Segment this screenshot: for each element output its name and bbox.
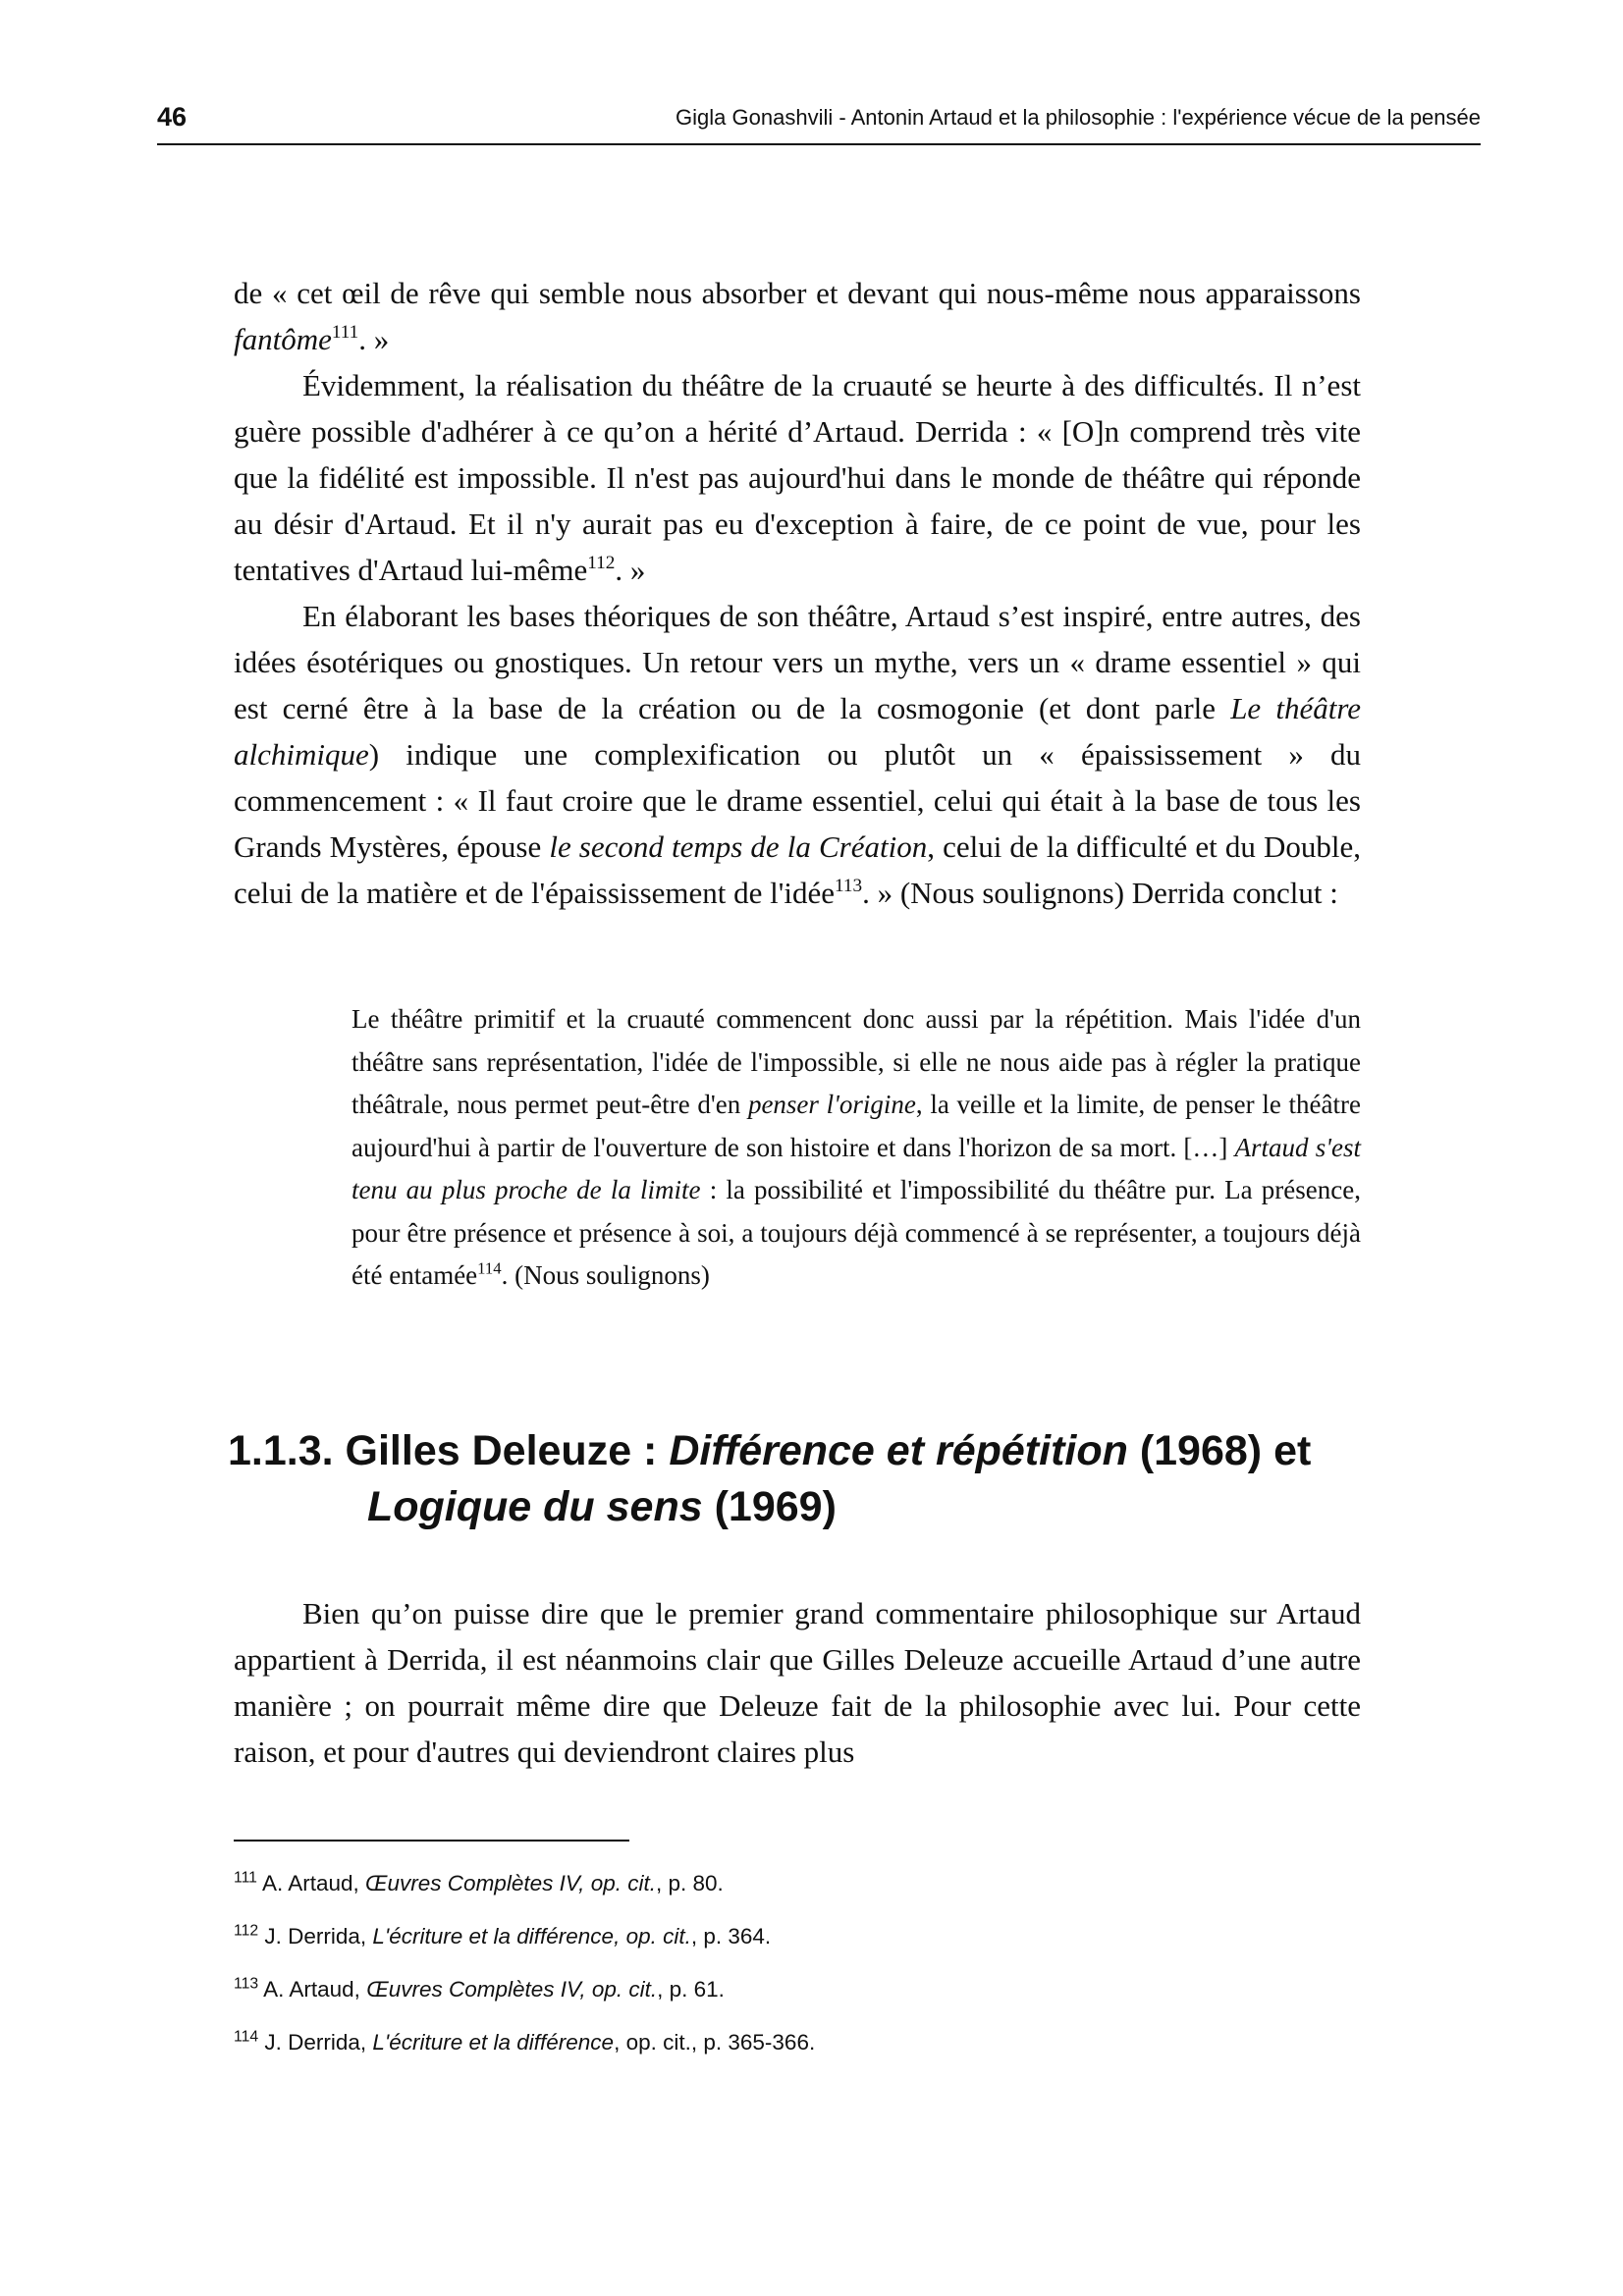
footnote-separator	[234, 1840, 629, 1842]
paragraph-4: Bien qu’on puisse dire que le premier grand commentaire philosophique sur Artaud appartient à Derrida, il est néanmoins clair que Gilles Deleuze accueille Artaud d’une autre manière ; on pourrait même dire que Deleuze fait de la philosophie avec lui. Pour cette raison, et pour d'autres qui deviendront claires plus	[234, 1596, 1361, 1769]
footnote-ref-111: 111	[331, 322, 359, 344]
section-heading: 1.1.3. Gilles Deleuze : Différence et répétition (1968) et Logique du sens (1969)	[228, 1423, 1406, 1535]
footnotes	[234, 1869, 1361, 2081]
footnote-ref-113: 113	[834, 876, 863, 897]
footnote-ref-112: 112	[587, 553, 616, 574]
page-number: 46	[157, 102, 188, 132]
body-text-lower	[234, 1590, 1361, 1775]
paragraph-1: de « cet œil de rêve qui semble nous absorber et devant qui nous-même nous apparaissons fantôme$^{111}$. »	[234, 276, 1361, 356]
footnote-ref-114: 114	[477, 1258, 502, 1278]
section-heading-line-2: Logique du sens (1969)	[367, 1483, 837, 1530]
paragraph-2: Évidemment, la réalisation du théâtre de la cruauté se heurte à des difficultés. Il n’est guère possible d'adhérer à ce qu’on a hérité d’Artaud. Derrida : « [O]n comprend très vite que la fidélité est impossible. Il n'est pas aujourd'hui dans le monde de théâtre qui réponde au désir d'Artaud. Et il n'y aurait pas eu d'exception à faire, de ce point de vue, pour les tentatives d'Artaud lui-même$^{112}$. »	[234, 368, 1361, 587]
footnote-112: $^{112}$ J. Derrida, L'écriture et la différence, op. cit., p. 364.	[234, 1922, 772, 1949]
footnote-113: $^{113}$ A. Artaud, Œuvres Complètes IV, op. cit., p. 61.	[234, 1975, 725, 2002]
page-header	[157, 102, 1481, 145]
quote-paragraph: Le théâtre primitif et la cruauté commencent donc aussi par la répétition. Mais l'idée d'un théâtre sans représentation, l'idée de l'impossible, si elle ne nous aide pas à régler la pratique théâtrale, nous permet peut-être d'en penser l'origine, la veille et la limite, de penser le théâtre aujourd'hui à partir de l'ouverture de son histoire et dans l'horizon de sa mort. […] Artaud s'est tenu au plus proche de la limite : la possibilité et l'impossibilité du théâtre pur. La présence, pour être présence et présence à soi, a toujours déjà commencé à se représenter, a toujours déjà été entamée$^{114}$. (Nous soulignons)	[352, 1004, 1361, 1290]
footnote-114: $^{114}$ J. Derrida, L'écriture et la différence, op. cit., p. 365-366.	[234, 2028, 816, 2055]
paragraph-3: En élaborant les bases théoriques de son théâtre, Artaud s’est inspiré, entre autres, des idées ésotériques ou gnostiques. Un retour vers un mythe, vers un « drame essentiel » qui est cerné être à la base de la création ou de la cosmogonie (et dont parle Le théâtre alchimique) indique une complexification ou plutôt un « épaississement » du commencement : « Il faut croire que le drame essentiel, celui qui était à la base de tous les Grands Mystères, épouse le second temps de la Création, celui de la difficulté et du Double, celui de la matière et de l'épaississement de l'idée$^{113}$. » (Nous soulignons) Derrida conclut :	[234, 599, 1361, 910]
body-text-upper	[234, 270, 1361, 916]
block-quote	[352, 998, 1361, 1298]
running-title: Gigla Gonashvili - Antonin Artaud et la philosophie : l'expérience vécue de la pensée	[676, 105, 1481, 130]
footnote-111: $^{111}$ A. Artaud, Œuvres Complètes IV, op. cit., p. 80.	[234, 1869, 724, 1896]
section-number: 1.1.3.	[228, 1427, 334, 1474]
